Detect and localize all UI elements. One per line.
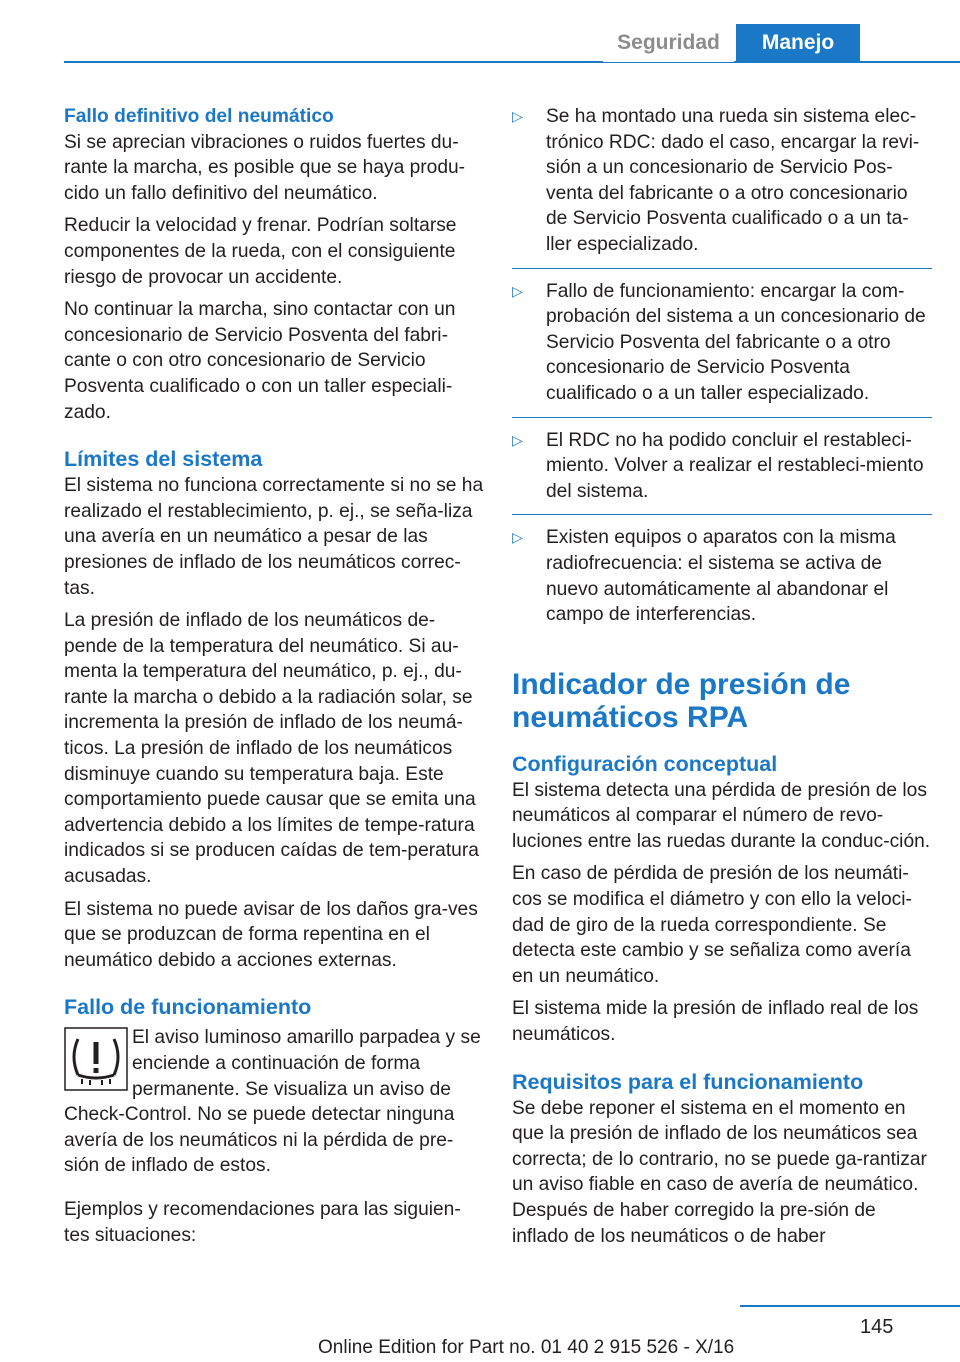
edition-footer: Online Edition for Part no. 01 40 2 915 526 - X/16 bbox=[318, 1337, 735, 1358]
list-item-text: El RDC no ha podido concluir el restableci-miento. Volver a realizar el restableci-miento del sistema. bbox=[546, 429, 924, 502]
paragraph: La presión de inflado de los neumáticos de-pende de la temperatura del neumático. Si au-menta la temperatura del neumático, p. ej., du-rante la marcha o debido a la radiación solar, se incrementa la presión de inflado de los neumá-ticos. La presión de inflado de los neumáticos disminuye cuando su temperatura baja. Este comportamiento puede causar que se emita una advertencia debido a los límites de tempe-ratura indicados si se producen caídas de tem-peratura acusadas. bbox=[64, 610, 479, 888]
left-column bbox=[64, 104, 484, 1255]
heading-fallo-definitivo: Fallo definitivo del neumático bbox=[64, 106, 334, 127]
page-number: 145 bbox=[860, 1316, 894, 1338]
paragraph: Reducir la velocidad y frenar. Podrían soltarse componentes de la rueda, con el consiguiente riesgo de provocar un accidente. bbox=[64, 215, 457, 288]
right-column bbox=[512, 104, 932, 1256]
divider bbox=[512, 268, 932, 269]
heading-fallo-funcionamiento: Fallo de funcionamiento bbox=[64, 995, 312, 1020]
paragraph: Ejemplos y recomendaciones para las siguien-tes situaciones: bbox=[64, 1198, 461, 1246]
paragraph: Si se aprecian vibraciones o ruidos fuertes du-rante la marcha, es posible que se haya produ-cido un fallo definitivo del neumático. bbox=[64, 131, 466, 204]
triangle-bullet-icon: ▷ bbox=[512, 431, 523, 448]
heading-requisitos-funcionamiento: Requisitos para el funcionamiento bbox=[512, 1069, 864, 1094]
warning-text: El aviso luminoso amarillo parpadea y se enciende a continuación de forma permanente. Se visualiza un aviso de Check-Control. No se puede detectar ninguna avería de los neumáticos ni la pérdida de pre-sión de inflado de estos. bbox=[64, 1027, 481, 1177]
warning-block bbox=[64, 1025, 484, 1179]
list-item-text: Existen equipos o aparatos con la misma radiofrecuencia: el sistema se activa de nuevo automáticamente al abandonar el campo de interferencias. bbox=[546, 527, 896, 626]
triangle-bullet-icon: ▷ bbox=[512, 529, 523, 546]
divider bbox=[512, 514, 932, 515]
paragraph: En caso de pérdida de presión de los neumáti-cos se modifica el diámetro y con ello la veloci-dad de giro de la rueda correspondiente. Se detecta este cambio y se señaliza como avería en un neumático. bbox=[512, 863, 912, 987]
heading-limites-sistema: Límites del sistema bbox=[64, 447, 263, 472]
list-item-text: Se ha montado una rueda sin sistema elec-trónico RDC: dado el caso, encargar la revi-sión a un concesionario de Servicio Pos-venta del fabricante o a otro concesionario de Servicio Posventa cualificado o a un ta-ller especializado. bbox=[546, 106, 920, 255]
tab-seguridad[interactable]: Seguridad bbox=[603, 24, 734, 62]
divider bbox=[512, 417, 932, 418]
triangle-bullet-icon: ▷ bbox=[512, 282, 523, 299]
heading-configuracion-conceptual: Configuración conceptual bbox=[512, 751, 778, 776]
triangle-bullet-icon: ▷ bbox=[512, 108, 523, 124]
list-item bbox=[512, 525, 932, 627]
paragraph: Se debe reponer el sistema en el momento en que la presión de inflado de los neumáticos sea correcta; de lo contrario, no se puede ga-rantizar un aviso fiable en caso de avería de neumático. Después de haber corregido la pre-sión de inflado de los neumáticos o de haber bbox=[512, 1097, 927, 1247]
footer-rule bbox=[740, 1305, 960, 1307]
list-item bbox=[512, 279, 932, 407]
list-item bbox=[512, 428, 932, 505]
heading-indicador-rpa: Indicador de presión de neumáticos RPA bbox=[512, 667, 851, 734]
paragraph: El sistema mide la presión de inflado real de los neumáticos. bbox=[512, 998, 919, 1046]
paragraph: El sistema no puede avisar de los daños gra-ves que se produzcan de forma repentina en el neumático debido a acciones externas. bbox=[64, 898, 478, 971]
paragraph: El sistema no funciona correctamente si no se ha realizado el restablecimiento, p. ej., se seña-liza una avería en un neumático a pesar de las presiones de inflado de los neumáticos correc-tas. bbox=[64, 475, 484, 599]
paragraph: El sistema detecta una pérdida de presión de los neumáticos al comparar el número de revo-luciones entre las ruedas durante la conduc-ción. bbox=[512, 779, 931, 852]
tire-pressure-warning-icon bbox=[64, 1027, 128, 1091]
list-item bbox=[512, 104, 932, 258]
paragraph: No continuar la marcha, sino contactar con un concesionario de Servicio Posventa del fabri-cante o con otro concesionario de Servicio Posventa cualificado o con un taller especiali-zado. bbox=[64, 299, 456, 423]
tab-manejo[interactable]: Manejo bbox=[736, 24, 860, 62]
list-item-text: Fallo de funcionamiento: encargar la com-probación del sistema a un concesionario de Servicio Posventa del fabricante o a otro concesionario de Servicio Posventa cualificado o a un taller especializado. bbox=[546, 280, 926, 404]
